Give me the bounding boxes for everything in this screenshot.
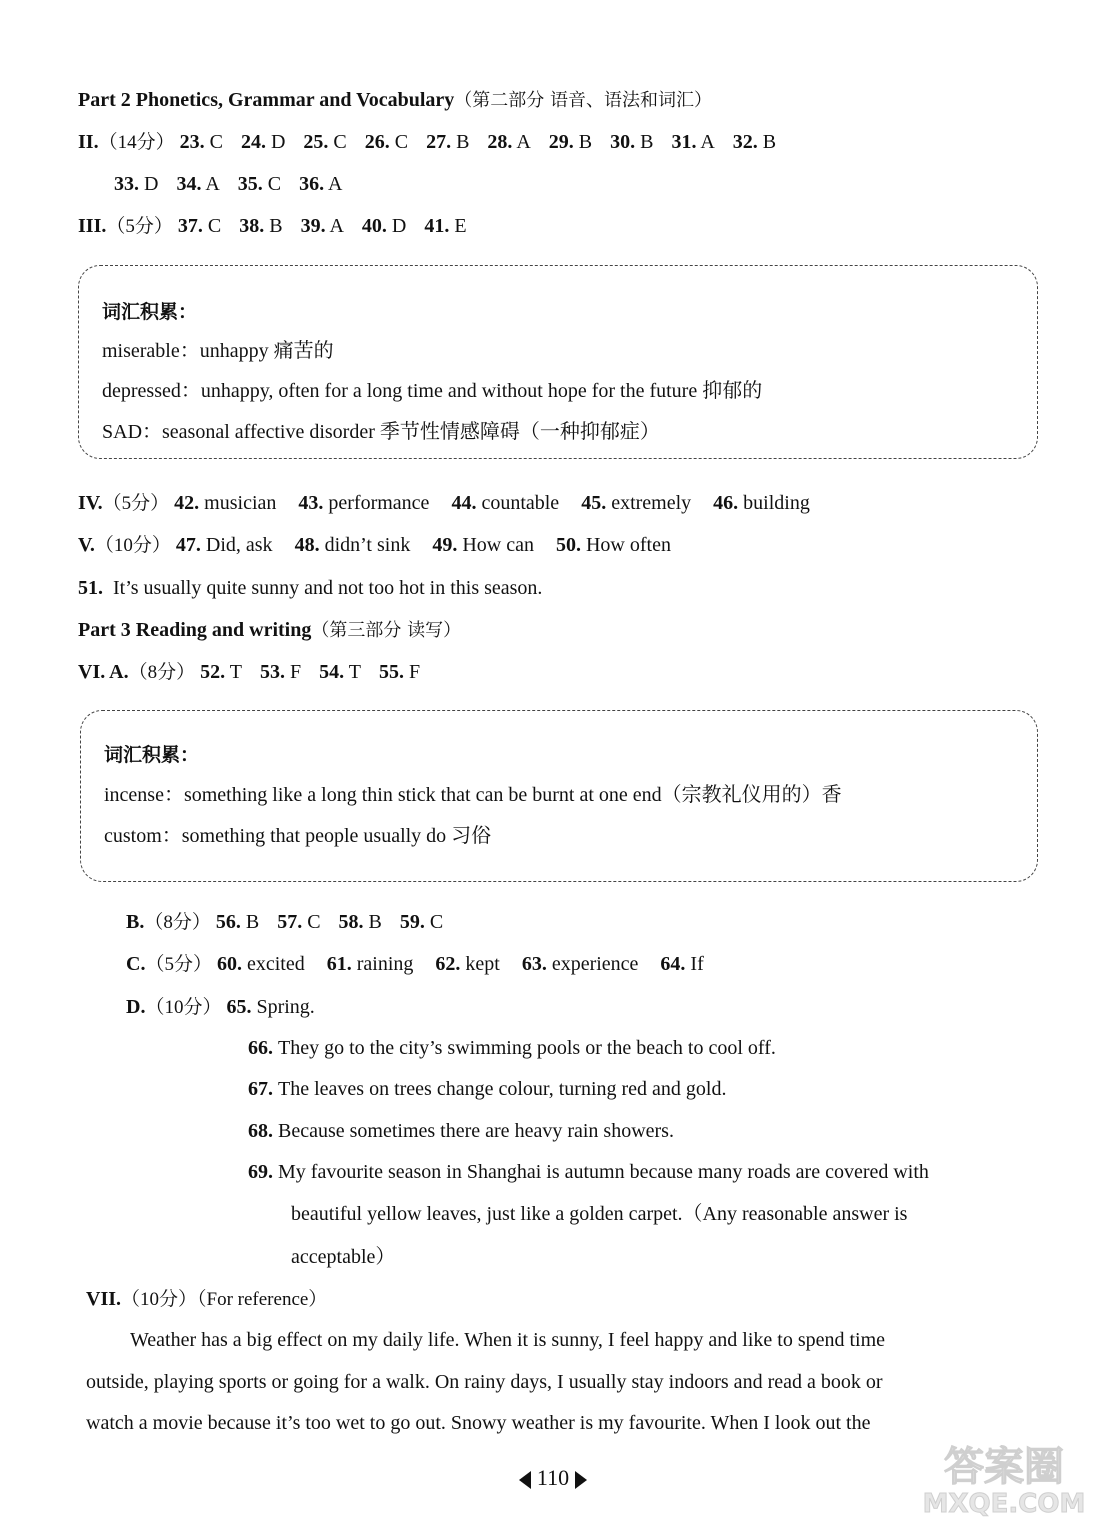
question-number: 53.	[259, 661, 285, 683]
part2-heading	[78, 86, 712, 115]
sec6c-answers	[217, 953, 726, 975]
answer-item	[487, 128, 530, 156]
sec2-row1	[78, 128, 794, 157]
question-number: 44.	[451, 492, 477, 514]
answer-item	[176, 531, 273, 559]
answer-item	[180, 128, 223, 156]
question-number: 36.	[299, 173, 325, 195]
sec2-answers-row2	[114, 173, 360, 195]
answer-value: C	[389, 131, 409, 153]
answer-item	[216, 908, 259, 936]
sec6c-label: C.	[126, 953, 146, 975]
question-number: 50.	[555, 534, 581, 556]
vocab2-line: incense：something like a long thin stick that can be burnt at one end（宗教礼仪用的）香	[104, 784, 842, 806]
answer-item	[239, 212, 282, 240]
q66-num: 66.	[248, 1037, 273, 1059]
sec6d-score: （10分）	[145, 997, 222, 1018]
answer-value: experience	[546, 953, 639, 975]
sec6c-row	[126, 950, 726, 979]
part3-heading-en: Part 3 Reading and writing	[78, 619, 312, 641]
q66-answer: They go to the city’s swimming pools or the beach to cool off.	[278, 1037, 776, 1059]
answer-value: building	[738, 492, 810, 514]
question-number: 34.	[176, 173, 202, 195]
question-number: 37.	[177, 215, 203, 237]
q65-answer: Spring.	[256, 996, 315, 1018]
answer-item	[277, 908, 320, 936]
answer-item	[114, 170, 158, 198]
question-number: 38.	[239, 215, 265, 237]
page-number-text: 110	[536, 1465, 570, 1490]
answer-item	[400, 908, 443, 936]
answer-value: How can	[457, 534, 534, 556]
answer-item	[200, 658, 242, 686]
sec6d-row	[126, 993, 315, 1022]
answer-value: A	[325, 215, 344, 237]
answer-value: musician	[199, 492, 277, 514]
essay-line: outside, playing sports or going for a walk. On rainy days, I usually stay indoors and read a book or	[86, 1371, 883, 1393]
answer-item	[733, 128, 776, 156]
answer-item	[379, 658, 420, 686]
vocab1-title: 词汇积累：	[102, 301, 198, 323]
left-triangle-icon	[519, 1471, 531, 1489]
answer-item	[298, 489, 429, 517]
sec5-score: （10分）	[94, 535, 171, 556]
answer-value: F	[403, 661, 421, 683]
question-number: 25.	[303, 131, 329, 153]
answer-value: raining	[351, 953, 414, 975]
answer-value: excited	[241, 953, 305, 975]
question-number: 32.	[732, 131, 758, 153]
answer-item	[362, 212, 406, 240]
question-number: 47.	[175, 534, 201, 556]
answer-item	[660, 950, 703, 978]
answer-item	[581, 489, 691, 517]
sec7-score: （10分）（For reference）	[121, 1289, 328, 1310]
answer-value: C	[302, 911, 321, 933]
answer-item	[610, 128, 653, 156]
answer-item	[556, 531, 671, 559]
answer-value: kept	[460, 953, 500, 975]
question-number: 60.	[216, 953, 242, 975]
vocab2-title: 词汇积累：	[104, 744, 200, 766]
answer-value: A	[696, 131, 715, 153]
answer-value: didn’t sink	[319, 534, 411, 556]
answer-value: countable	[476, 492, 560, 514]
question-number: 56.	[215, 911, 241, 933]
answer-value: D	[139, 173, 159, 195]
sec2-score: （14分）	[98, 132, 175, 153]
question-number: 55.	[378, 661, 404, 683]
question-number: 49.	[432, 534, 458, 556]
sec6a-row	[78, 658, 438, 687]
q66-row	[248, 1034, 776, 1062]
question-number: 33.	[114, 173, 139, 195]
question-number: 26.	[364, 131, 390, 153]
part3-heading	[78, 616, 461, 645]
answer-item	[327, 950, 414, 978]
answer-item	[174, 489, 276, 517]
answer-value: B	[264, 215, 283, 237]
question-number: 43.	[298, 492, 324, 514]
question-number: 23.	[179, 131, 205, 153]
q67-num: 67.	[248, 1078, 273, 1100]
answer-item	[339, 908, 382, 936]
sec3-answers	[178, 215, 485, 237]
answer-item	[549, 128, 592, 156]
sec4-row	[78, 489, 832, 518]
q68-num: 68.	[248, 1120, 273, 1142]
answer-item	[435, 950, 499, 978]
question-number: 61.	[326, 953, 352, 975]
question-number: 42.	[174, 492, 200, 514]
answer-value: C	[424, 911, 444, 933]
right-triangle-icon	[575, 1471, 587, 1489]
answer-value: How often	[580, 534, 671, 556]
question-number: 24.	[240, 131, 266, 153]
q69-continuation: acceptable）	[291, 1246, 396, 1268]
q68-row	[248, 1117, 674, 1145]
answer-item	[451, 489, 559, 517]
answer-item	[178, 212, 221, 240]
sec3-label: III.	[78, 215, 107, 237]
answer-value: B	[757, 131, 777, 153]
question-number: 41.	[424, 215, 450, 237]
vocab1-line: SAD：seasonal affective disorder 季节性情感障碍（一种抑郁症）	[102, 421, 660, 443]
answer-item	[522, 950, 639, 978]
vocab1-line: miserable：unhappy 痛苦的	[102, 340, 334, 362]
sec6c-score: （5分）	[145, 954, 212, 975]
answer-value: C	[262, 173, 282, 195]
question-number: 59.	[399, 911, 425, 933]
question-number: 62.	[435, 953, 461, 975]
answer-item	[365, 128, 408, 156]
answer-value: B	[451, 131, 470, 153]
sec6d-label: D.	[126, 996, 146, 1018]
q67-answer: The leaves on trees change colour, turning red and gold.	[278, 1078, 727, 1100]
answer-item	[671, 128, 714, 156]
part2-heading-en: Part 2 Phonetics, Grammar and Vocabulary	[78, 89, 455, 111]
q69-answer: My favourite season in Shanghai is autumn because many roads are covered with	[278, 1161, 929, 1183]
sec7-label: VII.	[86, 1288, 122, 1310]
sec6b-answers	[216, 911, 461, 933]
answer-value: A	[324, 173, 343, 195]
vocab2-line: custom：something that people usually do 习俗	[104, 825, 492, 847]
sec7-row	[86, 1285, 327, 1314]
answer-item	[299, 170, 342, 198]
part3-heading-cn: （第三部分 读写）	[311, 620, 462, 641]
sec4-label: IV.	[78, 492, 103, 514]
answer-value: T	[225, 661, 242, 683]
answer-value: Did, ask	[200, 534, 273, 556]
answer-item	[241, 128, 285, 156]
q69-num: 69.	[248, 1161, 273, 1183]
question-number: 46.	[713, 492, 739, 514]
sec4-score: （5分）	[102, 493, 170, 514]
answer-item	[260, 658, 301, 686]
answer-item	[301, 212, 344, 240]
question-number: 30.	[610, 131, 636, 153]
question-number: 54.	[319, 661, 345, 683]
sec3-score: （5分）	[106, 216, 173, 237]
answer-value: performance	[323, 492, 430, 514]
q67-row	[248, 1075, 727, 1103]
answer-value: B	[635, 131, 654, 153]
sec2-row2	[114, 170, 360, 198]
answer-value: T	[344, 661, 361, 683]
question-number: 28.	[487, 131, 513, 153]
q65-num: 65.	[226, 996, 252, 1018]
question-number: 35.	[237, 173, 263, 195]
q69-continuation: beautiful yellow leaves, just like a golden carpet.（Any reasonable answer is	[291, 1203, 908, 1225]
answer-value: D	[265, 131, 286, 153]
answer-value: B	[573, 131, 593, 153]
q51-text: It’s usually quite sunny and not too hot in this season.	[113, 577, 543, 599]
sec2-answers-row1	[180, 131, 795, 153]
answer-item	[424, 212, 466, 240]
answer-value: E	[449, 215, 467, 237]
answer-item	[295, 531, 411, 559]
question-number: 29.	[548, 131, 574, 153]
watermark-text: 答案圈	[944, 1444, 1064, 1490]
question-number: 31.	[671, 131, 697, 153]
part2-heading-cn: （第二部分 语音、语法和词汇）	[454, 90, 713, 111]
sec6b-row	[126, 908, 461, 937]
sec6b-score: （8分）	[144, 912, 211, 933]
answer-item	[713, 489, 810, 517]
sec6a-label: VI. A.	[78, 661, 129, 683]
answer-item	[432, 531, 534, 559]
question-number: 40.	[361, 215, 387, 237]
answer-value: B	[363, 911, 382, 933]
question-number: 52.	[200, 661, 226, 683]
answer-item	[303, 128, 346, 156]
watermark-url: MXQE.COM	[922, 1489, 1086, 1519]
question-number: 27.	[426, 131, 452, 153]
answer-value: A	[201, 173, 220, 195]
answer-item	[426, 128, 469, 156]
sec2-label: II.	[78, 131, 99, 153]
sec6a-answers	[200, 661, 438, 683]
question-number: 58.	[338, 911, 364, 933]
question-number: 45.	[581, 492, 607, 514]
question-number: 39.	[300, 215, 326, 237]
answer-value: D	[386, 215, 407, 237]
answer-value: F	[284, 661, 302, 683]
answer-value: C	[204, 131, 223, 153]
watermark-logo	[914, 1432, 1094, 1522]
question-number: 57.	[277, 911, 303, 933]
answer-value: A	[512, 131, 531, 153]
sec6b-label: B.	[126, 911, 145, 933]
question-number: 48.	[294, 534, 320, 556]
answer-item	[217, 950, 305, 978]
sec6a-score: （8分）	[128, 662, 196, 683]
question-number: 63.	[521, 953, 547, 975]
q51-row	[78, 574, 542, 602]
sec5-label: V.	[78, 534, 95, 556]
sec5-row	[78, 531, 693, 560]
answer-value: B	[240, 911, 260, 933]
sec3-row	[78, 212, 485, 241]
q68-answer: Because sometimes there are heavy rain showers.	[278, 1120, 674, 1142]
vocab1-line: depressed：unhappy, often for a long time and without hope for the future 抑郁的	[102, 380, 763, 402]
answer-value: extremely	[606, 492, 692, 514]
essay-line: Weather has a big effect on my daily life. When it is sunny, I feel happy and like to spend time	[130, 1329, 886, 1351]
answer-value: C	[202, 215, 222, 237]
answer-item	[176, 170, 219, 198]
sec5-answers	[176, 534, 693, 556]
question-number: 64.	[660, 953, 686, 975]
essay-line: watch a movie because it’s too wet to go out. Snowy weather is my favourite. When I look out the	[86, 1412, 871, 1434]
answer-value: If	[685, 953, 704, 975]
q51-num: 51.	[78, 577, 103, 599]
answer-item	[238, 170, 281, 198]
answer-item	[319, 658, 361, 686]
sec4-answers	[174, 492, 832, 514]
q69-row	[248, 1158, 929, 1186]
answer-value: C	[328, 131, 347, 153]
